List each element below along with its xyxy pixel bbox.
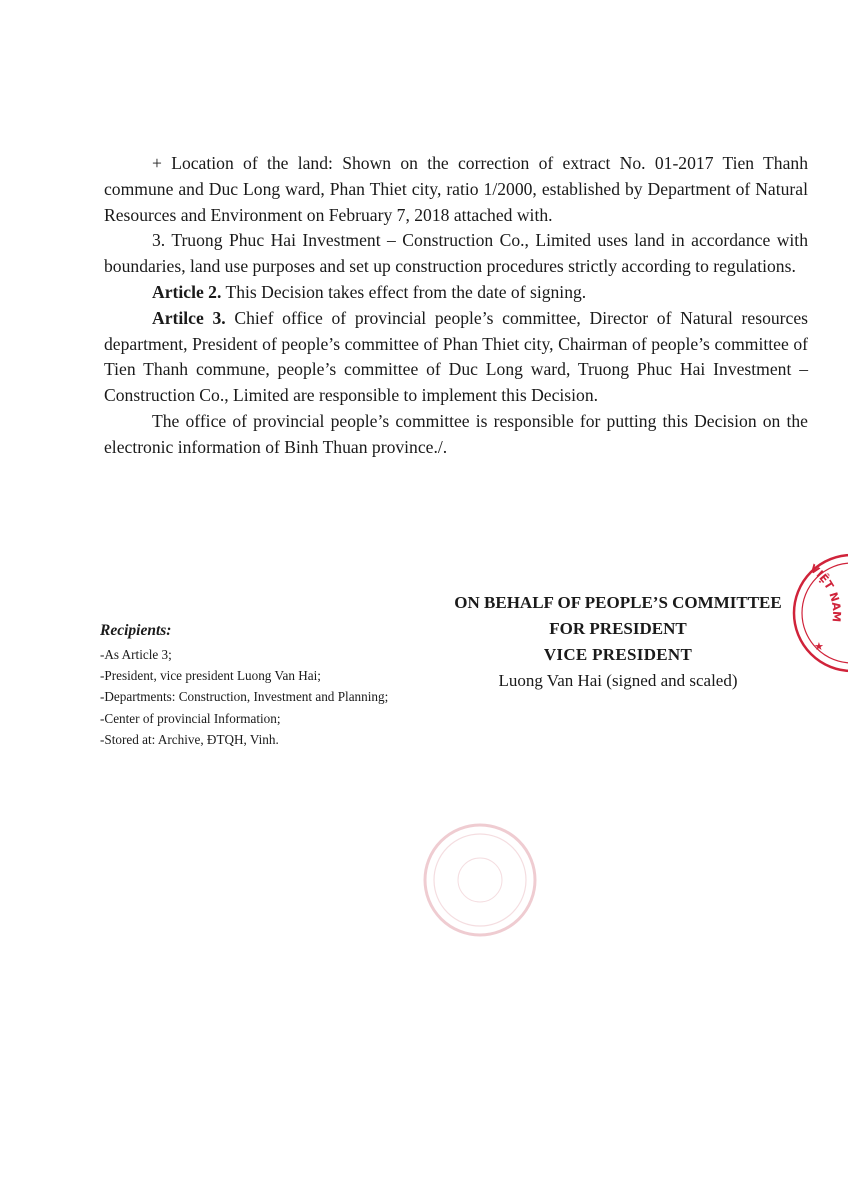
svg-text:★: ★ (814, 640, 824, 653)
signer-name: Luong Van Hai (signed and scaled) (498, 671, 738, 690)
signature-block (418, 590, 818, 694)
official-seal-icon (770, 548, 848, 678)
recipient-item: -Departments: Construction, Investment and Planning; (100, 689, 389, 705)
land-location-paragraph: + Location of the land: Shown on the correction of extract No. 01-2017 Tien Thanh commune and Duc Long ward, Phan Thiet city, ratio 1/2000, established by Department of Natural Resources and Environment on February 7, 2018 attached with. (104, 153, 808, 225)
seal-text: VIỆT NAM (807, 561, 844, 623)
recipient-item: -Center of provincial Information; (100, 710, 281, 726)
signature-title: VICE PRESIDENT (543, 645, 693, 664)
article-2-paragraph (104, 280, 808, 306)
recipients-block (100, 619, 460, 750)
publication-paragraph: The office of provincial people’s committee is responsible for putting this Decision on the electronic information of Binh Thuan province./. (104, 410, 808, 457)
recipients-heading: Recipients: (100, 622, 172, 639)
signature-for-president: FOR PRESIDENT (549, 619, 687, 638)
recipient-item: -President, vice president Luong Van Hai; (100, 668, 321, 684)
article-3-text: Chief office of provincial people’s committee, Director of Natural resources department, President of people’s committee of Phan Thiet city, Chairman of people’s committee of Tien Thanh commune, people’s committee of Duc Long ward, Truong Phuc Hai Investment – Construction Co., Limited are responsible to implement this Decision. (104, 307, 808, 406)
signature-authority: ON BEHALF OF PEOPLE’S COMMITTEE (454, 593, 782, 612)
faint-seal-icon (408, 820, 552, 940)
recipient-item: -Stored at: Archive, ĐTQH, Vinh. (100, 731, 279, 747)
article-2-label: Article 2. (152, 281, 222, 302)
decision-body (104, 151, 808, 461)
svg-text:VIỆT NAM (807, 562, 843, 623)
article-3-label: Artilce 3. (152, 307, 226, 328)
land-use-paragraph: 3. Truong Phuc Hai Investment – Construction Co., Limited uses land in accordance with boundaries, land use purposes and set up construction procedures strictly according to regulations. (104, 230, 808, 277)
recipient-item: -As Article 3; (100, 647, 172, 662)
article-2-text: This Decision takes effect from the date of signing. (221, 281, 587, 302)
article-3-paragraph (104, 306, 808, 409)
